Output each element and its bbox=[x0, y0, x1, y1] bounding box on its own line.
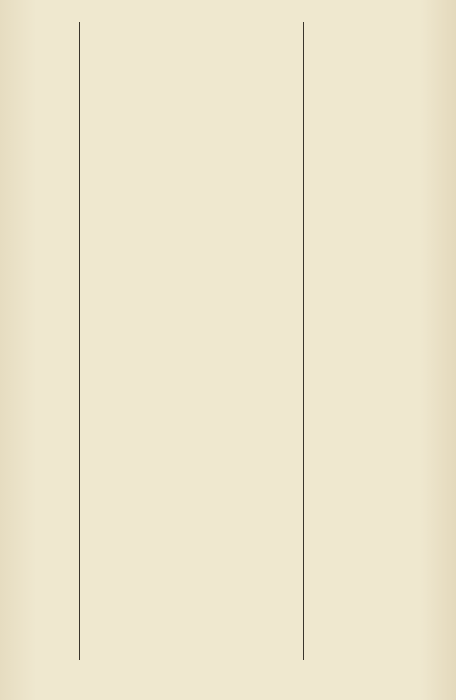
column-rule-right bbox=[303, 22, 304, 660]
column-rule-left bbox=[79, 22, 80, 660]
